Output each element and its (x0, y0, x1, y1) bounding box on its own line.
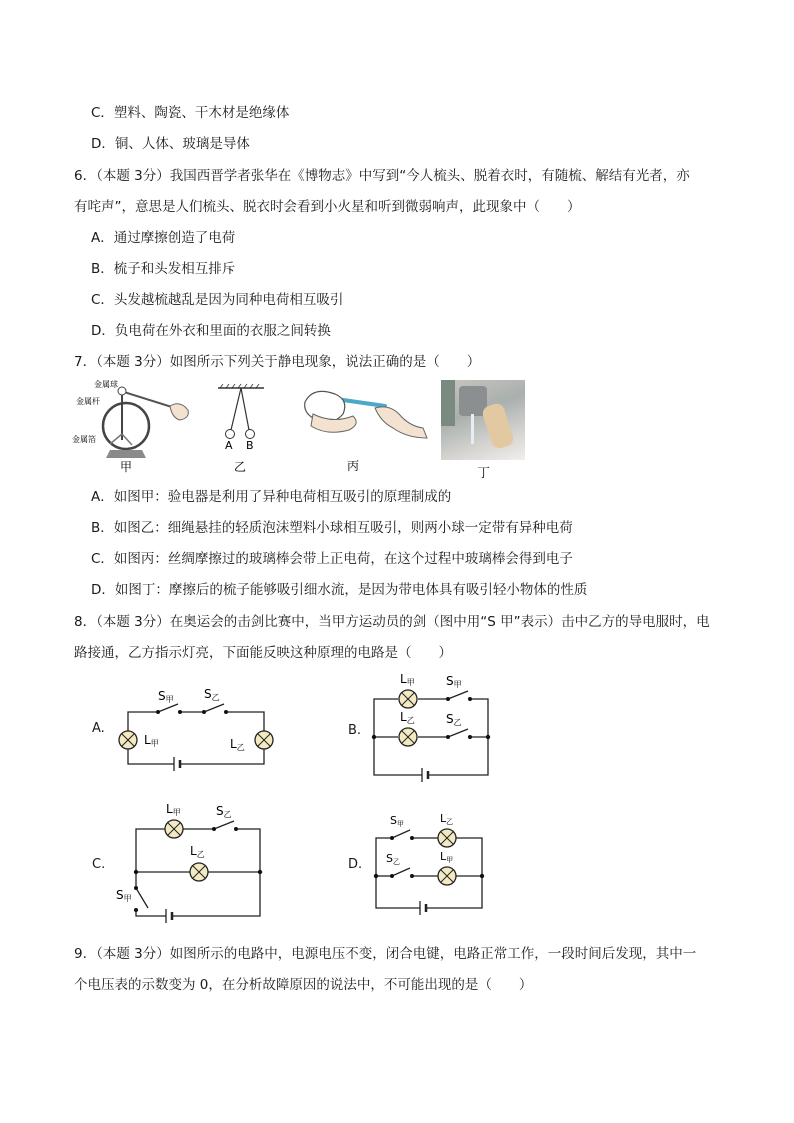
q8-stem-line2: 路接通，乙方指示灯亮，下面能反映这种原理的电路是（ ） (74, 645, 452, 661)
label-yi: 乙 (234, 460, 247, 474)
label-ball-b: B (246, 439, 254, 452)
q9-stem-line1: 9．（本题 3分）如图所示的电路中，电源电压不变，闭合电键，电路正常工作，一段时间后发现，其中一 (74, 946, 697, 962)
q7-option-a: A．如图甲：验电器是利用了异种电荷相互吸引的原理制成的 (91, 489, 452, 505)
figure-rubbing-rod (295, 378, 435, 474)
q6-option-b: B．梳子和头发相互排斥 (91, 261, 236, 277)
svg-text:S甲: S甲 (390, 814, 404, 828)
q7-option-b: B．如图乙：细绳悬挂的轻质泡沫塑料小球相互吸引，则两小球一定带有异种电荷 (91, 520, 573, 536)
svg-text:S乙: S乙 (446, 712, 462, 727)
q9-stem-line2: 个电压表的示数变为 0，在分析故障原因的说法中，不可能出现的是（ ） (74, 977, 533, 993)
q6-stem-line1: 6．（本题 3分）我国西晋学者张华在《博物志》中写到“今人梳头、脱着衣时，有随梳、解结有光者，亦 (74, 168, 690, 184)
q7-option-c: C．如图丙：丝绸摩擦过的玻璃棒会带上正电荷，在这个过程中玻璃棒会得到电子 (91, 551, 573, 567)
label-bing: 丙 (347, 459, 360, 473)
svg-text:L乙: L乙 (190, 844, 205, 859)
svg-text:S甲: S甲 (116, 888, 132, 903)
svg-text:L乙: L乙 (230, 737, 245, 752)
q5-option-c: C．塑料、陶瓷、干木材是绝缘体 (91, 105, 290, 121)
towel-shape (441, 380, 455, 426)
q6-option-d: D．负电荷在外衣和里面的衣服之间转换 (91, 323, 331, 339)
q7-stem: 7．（本题 3分）如图所示下列关于静电现象，说法正确的是（ ） (74, 354, 481, 370)
svg-text:L甲: L甲 (400, 672, 415, 687)
circuit-a (118, 680, 278, 775)
label-jia: 甲 (120, 460, 133, 473)
q6-stem-line2: 有咤声”，意思是人们梳头、脱衣时会看到小火星和听到微弱响声，此现象中（ ） (74, 199, 581, 215)
svg-text:L甲: L甲 (166, 802, 181, 817)
circuit-a-letter: A. (92, 721, 105, 736)
q8-stem-line1: 8．（本题 3分）在奥运会的击剑比赛中，当甲方运动员的剑（图中用“S 甲”表示）击中乙方的导电服时，电 (74, 614, 710, 630)
label-metal-rod: 金属杆 (76, 397, 100, 406)
q5-option-d: D．铜、人体、玻璃是导体 (91, 136, 250, 152)
water-stream-shape (471, 414, 474, 444)
circuit-d-letter: D. (348, 857, 363, 872)
svg-text:L乙: L乙 (400, 710, 415, 725)
label-ball-a: A (225, 439, 233, 452)
comb-shape (481, 402, 516, 451)
svg-text:S乙: S乙 (204, 687, 220, 702)
figure-hanging-balls (210, 382, 270, 474)
circuit-b-letter: B. (348, 723, 362, 738)
circuit-c (110, 796, 270, 926)
circuit-d (370, 808, 500, 918)
svg-text:L甲: L甲 (440, 850, 454, 864)
q7-option-d: D．如图丁：摩擦后的梳子能够吸引细水流，是因为带电体具有吸引轻小物体的性质 (91, 582, 588, 598)
label-metal-foil: 金属箔 (72, 435, 96, 444)
figure-comb-water-photo (441, 380, 525, 460)
q6-option-c: C．头发越梳越乱是因为同种电荷相互吸引 (91, 292, 344, 308)
svg-text:L甲: L甲 (144, 733, 159, 748)
q6-option-a: A．通过摩擦创造了电荷 (91, 230, 236, 246)
circuit-b (370, 665, 500, 785)
svg-text:L乙: L乙 (440, 812, 454, 826)
label-metal-ball: 金属球 (94, 380, 118, 389)
circuit-c-letter: C. (92, 857, 106, 872)
svg-text:S甲: S甲 (158, 689, 174, 704)
svg-text:S乙: S乙 (216, 804, 232, 819)
figure-electroscope (70, 378, 200, 473)
svg-text:S乙: S乙 (386, 852, 400, 866)
label-ding: 丁 (477, 466, 491, 481)
svg-text:S甲: S甲 (446, 674, 462, 689)
